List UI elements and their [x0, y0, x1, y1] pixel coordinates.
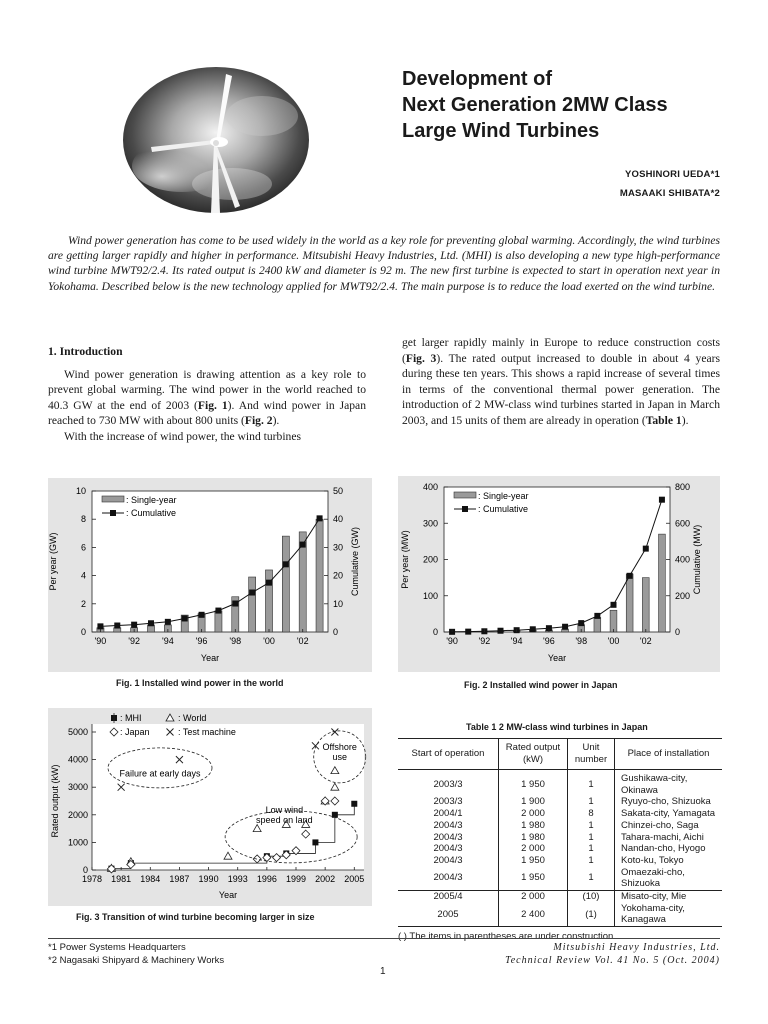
intro-paragraph-1: Wind power generation is drawing attention as a key role to prevent global warming. The wind power in the world reached to 40.3 GW at the end of 2003 (Fig. 1). And wind power in Japan reached to 730 MW with about 800 units (Fig. 2). — [48, 367, 366, 428]
cell-units: 1 — [568, 843, 615, 855]
fig3-panel — [48, 708, 372, 906]
y-tick-label: 300 — [422, 518, 438, 529]
cell-place: Chinzei-cho, Saga — [621, 819, 699, 831]
table-row — [398, 903, 722, 927]
bar-single-year — [594, 618, 601, 633]
table1-ref: Table 1 — [645, 413, 682, 427]
legend-label-single-year: : Single-year — [126, 495, 177, 505]
point-cumulative — [114, 623, 120, 629]
footnote-2: *2 Nagasaki Shipyard & Machinery Works — [48, 955, 225, 966]
cell-start: 2004/3 — [398, 867, 499, 891]
header-output: Rated output (kW) — [499, 739, 568, 770]
point-mhi — [351, 801, 357, 807]
bar-single-year — [249, 577, 256, 632]
x-tick-label: '02 — [296, 636, 309, 646]
intro-paragraph-2: With the increase of wind power, the wind turbines — [64, 429, 301, 443]
y-tick-label: 4 — [80, 570, 86, 581]
header-place: Place of installation — [627, 748, 710, 759]
annotation-offshore-1: Offshore — [322, 741, 357, 752]
legend-label-single-year: : Single-year — [478, 491, 529, 501]
y-tick-label: 5000 — [67, 727, 88, 737]
y2-tick-label: 0 — [675, 627, 681, 637]
table-row — [398, 796, 722, 808]
cell-output: 1 980 — [499, 832, 568, 844]
cell-output: 1 980 — [499, 820, 568, 832]
cell-place: Yokohama-city, Kanagawa — [621, 902, 685, 926]
x-tick-label: '90 — [94, 636, 107, 646]
annotation-low-wind-2: speed on land — [256, 814, 313, 825]
author-1: YOSHINORI UEDA*1 — [624, 169, 720, 180]
x-tick-label: '98 — [229, 636, 242, 646]
cell-start: 2003/3 — [398, 796, 499, 808]
title-line-1: Development of — [402, 68, 553, 90]
cell-units: (10) — [568, 891, 615, 903]
table1 — [398, 738, 722, 942]
x-axis-label: Year — [547, 653, 567, 663]
turbine-photo — [122, 66, 310, 214]
x-axis-label: Year — [200, 653, 220, 663]
point-cumulative — [578, 620, 584, 626]
x-tick-label: '98 — [575, 636, 588, 646]
fig1-ref: Fig. 1 — [197, 398, 228, 412]
cell-units: 8 — [568, 808, 615, 820]
legend-swatch-single-year — [102, 496, 124, 502]
y2-tick-label: 0 — [333, 627, 339, 637]
point-cumulative — [283, 561, 289, 567]
x-tick-label: '90 — [446, 636, 458, 646]
point-cumulative — [627, 573, 633, 579]
point-cumulative — [465, 629, 471, 635]
y2-tick-label: 600 — [675, 518, 691, 529]
x-tick-label: '92 — [128, 636, 141, 646]
point-mhi — [332, 812, 338, 818]
x-tick-label: 1993 — [227, 874, 248, 884]
cell-place: Misato-city, Mie — [621, 891, 687, 903]
y-tick-label: 100 — [422, 590, 438, 601]
legend-marker-cumulative — [462, 506, 468, 512]
table-header-row — [398, 739, 722, 770]
y2-tick-label: 200 — [675, 590, 691, 601]
point-world — [166, 714, 174, 721]
bar-single-year — [316, 519, 323, 632]
y2-tick-label: 40 — [333, 514, 344, 525]
cell-start: 2004/1 — [398, 808, 499, 820]
intro-left-column — [48, 344, 366, 445]
point-cumulative — [266, 580, 272, 586]
point-cumulative — [498, 628, 504, 634]
legend-label-world: : World — [178, 713, 207, 723]
x-tick-label: 1996 — [256, 874, 277, 884]
footnote-rule — [48, 938, 720, 939]
y-tick-label: 4000 — [67, 754, 88, 765]
bar-single-year — [610, 610, 617, 632]
legend-marker-cumulative — [110, 510, 116, 516]
x-tick-label: '96 — [543, 636, 555, 646]
point-cumulative — [148, 620, 154, 626]
y-tick-label: 0 — [80, 627, 86, 637]
point-cumulative — [249, 590, 255, 596]
x-tick-label: 2005 — [344, 874, 365, 884]
cell-output: 1 950 — [499, 867, 568, 891]
table1-grid — [398, 738, 722, 927]
table-row — [398, 770, 722, 797]
y-tick-label: 0 — [82, 865, 88, 875]
fig3-caption: Fig. 3 Transition of wind turbine becoming larger in size — [76, 912, 315, 922]
legend-swatch-single-year — [454, 492, 476, 498]
y-tick-label: 2000 — [67, 809, 88, 820]
cell-units: 1 — [568, 832, 615, 844]
y-tick-label: 6 — [80, 542, 86, 553]
x-tick-label: '00 — [607, 636, 620, 646]
annotation-low-wind-1: Low wind — [265, 804, 304, 815]
table-row — [398, 808, 722, 820]
y-tick-label: 1000 — [67, 837, 88, 848]
y2-tick-label: 800 — [675, 482, 691, 492]
y-axis-label: Per year (GW) — [48, 532, 58, 591]
x-axis-label: Year — [218, 890, 238, 900]
cell-output: 2 000 — [499, 808, 568, 820]
fig1-chart — [48, 478, 372, 672]
table-row — [398, 832, 722, 844]
section-heading: 1. Introduction — [48, 345, 123, 358]
cell-place: Koto-ku, Tokyo — [621, 854, 684, 866]
cell-units: 1 — [568, 820, 615, 832]
cell-start: 2005 — [398, 903, 499, 927]
y2-tick-label: 50 — [333, 486, 344, 496]
cell-units: 1 — [568, 796, 615, 808]
table1-note: ( ) The items in parentheses are under construction. — [398, 931, 616, 943]
point-cumulative — [643, 546, 649, 552]
x-tick-label: '96 — [195, 636, 208, 646]
cell-output: 2 000 — [499, 891, 568, 903]
x-tick-label: '02 — [639, 636, 652, 646]
fig2-panel — [398, 476, 720, 672]
legend-label-japan: : Japan — [120, 727, 150, 737]
table-row — [398, 891, 722, 903]
x-tick-label: 1981 — [111, 874, 132, 884]
y-tick-label: 3000 — [67, 782, 88, 793]
fig3-ref: Fig. 3 — [405, 351, 437, 365]
legend-label-cumulative: : Cumulative — [126, 508, 177, 518]
bar-single-year — [642, 578, 649, 632]
annotation-failure: Failure at early days — [119, 768, 201, 779]
table-row — [398, 843, 722, 855]
point-cumulative — [131, 622, 137, 628]
cell-output: 1 950 — [499, 770, 568, 797]
point-cumulative — [215, 608, 221, 614]
author-2: MASAAKI SHIBATA*2 — [619, 188, 720, 199]
x-tick-label: '92 — [478, 636, 491, 646]
point-cumulative — [659, 497, 665, 503]
point-cumulative — [97, 623, 103, 629]
bar-single-year — [215, 611, 222, 632]
cell-place: Omaezaki-cho, Shizuoka — [621, 866, 685, 890]
cell-place: Nandan-cho, Hyogo — [621, 843, 706, 855]
y-axis-label: Per year (MW) — [400, 530, 410, 589]
fig3-chart — [48, 708, 372, 906]
x-tick-label: '94 — [161, 636, 174, 646]
y2-tick-label: 20 — [333, 570, 344, 581]
fig2-ref: Fig. 2 — [244, 414, 273, 428]
legend-label-test-machine: : Test machine — [178, 727, 236, 737]
bar-single-year — [626, 574, 633, 632]
cell-start: 2004/3 — [398, 843, 499, 855]
page-number: 1 — [380, 966, 386, 977]
fig2-caption: Fig. 2 Installed wind power in Japan — [464, 680, 618, 690]
intro-paragraph-3: get larger rapidly mainly in Europe to reduce construction costs (Fig. 3). The rated output increased to double in about 4 years during these ten years. This shows a rapid increase of several times in terms of the conventional thermal power generation. The introduction of 2 MW-class wind turbines started in Japan in March 2003, and 15 units of them are already in operation (Table 1). — [402, 336, 720, 427]
point-cumulative — [300, 542, 306, 548]
journal-volume: Technical Review Vol. 41 No. 5 (Oct. 2004) — [505, 955, 720, 966]
table1-caption: Table 1 2 MW-class wind turbines in Japan — [466, 722, 648, 732]
cell-place: Tahara-machi, Aichi — [621, 831, 704, 843]
cell-start: 2005/4 — [398, 891, 499, 903]
cell-place: Sakata-city, Yamagata — [621, 808, 715, 820]
x-tick-label: 1987 — [169, 874, 190, 884]
y-tick-label: 200 — [422, 554, 438, 565]
x-tick-label: '94 — [510, 636, 523, 646]
cell-start: 2004/3 — [398, 820, 499, 832]
x-tick-label: 1990 — [198, 874, 219, 884]
intro-right-column — [402, 335, 720, 429]
annotation-offshore-2: use — [332, 751, 347, 762]
y-tick-label: 400 — [422, 482, 438, 492]
cell-output: 2 400 — [499, 903, 568, 927]
point-cumulative — [594, 613, 600, 619]
cell-place: Ryuyo-cho, Shizuoka — [621, 796, 711, 808]
title-line-2: Next Generation 2MW Class — [402, 94, 668, 116]
header-units: Unit number — [568, 739, 615, 770]
bar-single-year — [659, 534, 666, 632]
x-tick-label: 2002 — [315, 874, 336, 884]
point-cumulative — [182, 615, 188, 621]
table-row — [398, 867, 722, 891]
y2-axis-label: Cumulative (GW) — [350, 526, 360, 597]
y-tick-label: 8 — [80, 514, 86, 525]
legend-label-cumulative: : Cumulative — [478, 504, 529, 514]
y2-tick-label: 400 — [675, 554, 691, 565]
article-title — [402, 66, 762, 144]
cell-output: 1 900 — [499, 796, 568, 808]
legend-label-mhi: : MHI — [120, 713, 142, 723]
x-tick-label: 1999 — [285, 874, 307, 884]
table-row — [398, 820, 722, 832]
cell-units: 1 — [568, 867, 615, 891]
point-cumulative — [232, 601, 238, 607]
cell-place: Gushikawa-city, Okinawa — [621, 773, 688, 796]
y2-tick-label: 10 — [333, 598, 344, 609]
abstract: Wind power generation has come to be used widely in the world as a key role for preventing global warming. Accordingly, the wind turbines are getting larger rapidly and higher in performance. Mitsubishi Heavy Industries, Ltd. (MHI) is also developing a new type high-performance wind turbine MWT92/2.4. Its rated output is 2400 kW and diameter is 92 m. The new first turbine is expected to start in operation next year in Yokohama. Described below is the new technology applied for MWT92/2.4. The main purpose is to reduce the load exerted on the wind turbine. — [48, 234, 720, 293]
point-cumulative — [317, 515, 323, 521]
point-cumulative — [530, 626, 536, 632]
footnote-1: *1 Power Systems Headquarters — [48, 942, 186, 953]
point-cumulative — [199, 612, 205, 618]
bar-single-year — [282, 536, 289, 632]
cell-output: 2 000 — [499, 843, 568, 855]
point-cumulative — [562, 624, 568, 630]
y-tick-label: 0 — [432, 627, 438, 637]
table-row — [398, 855, 722, 867]
x-tick-label: 1984 — [140, 874, 161, 884]
cell-units: 1 — [568, 770, 615, 797]
header-start: Start of operation — [398, 739, 499, 770]
cell-units: (1) — [568, 903, 615, 927]
x-tick-label: 1978 — [81, 874, 103, 884]
y-tick-label: 10 — [75, 486, 86, 496]
y2-axis-label: Cumulative (MW) — [692, 524, 702, 595]
point-cumulative — [165, 619, 171, 625]
cell-start: 2004/3 — [398, 855, 499, 867]
cell-units: 1 — [568, 855, 615, 867]
y-axis-label: Rated output (kW) — [50, 764, 60, 838]
cell-start: 2003/3 — [398, 770, 499, 797]
point-cumulative — [611, 602, 617, 608]
fig1-caption: Fig. 1 Installed wind power in the world — [116, 678, 284, 688]
title-line-3: Large Wind Turbines — [402, 120, 600, 142]
cell-output: 1 950 — [499, 855, 568, 867]
y2-tick-label: 30 — [333, 542, 344, 553]
fig1-panel — [48, 478, 372, 672]
cell-start: 2004/3 — [398, 832, 499, 844]
point-mhi — [312, 839, 318, 845]
fig2-chart — [398, 476, 720, 672]
x-tick-label: '00 — [263, 636, 275, 646]
y-tick-label: 2 — [80, 598, 86, 609]
journal-publisher: Mitsubishi Heavy Industries, Ltd. — [553, 942, 720, 953]
